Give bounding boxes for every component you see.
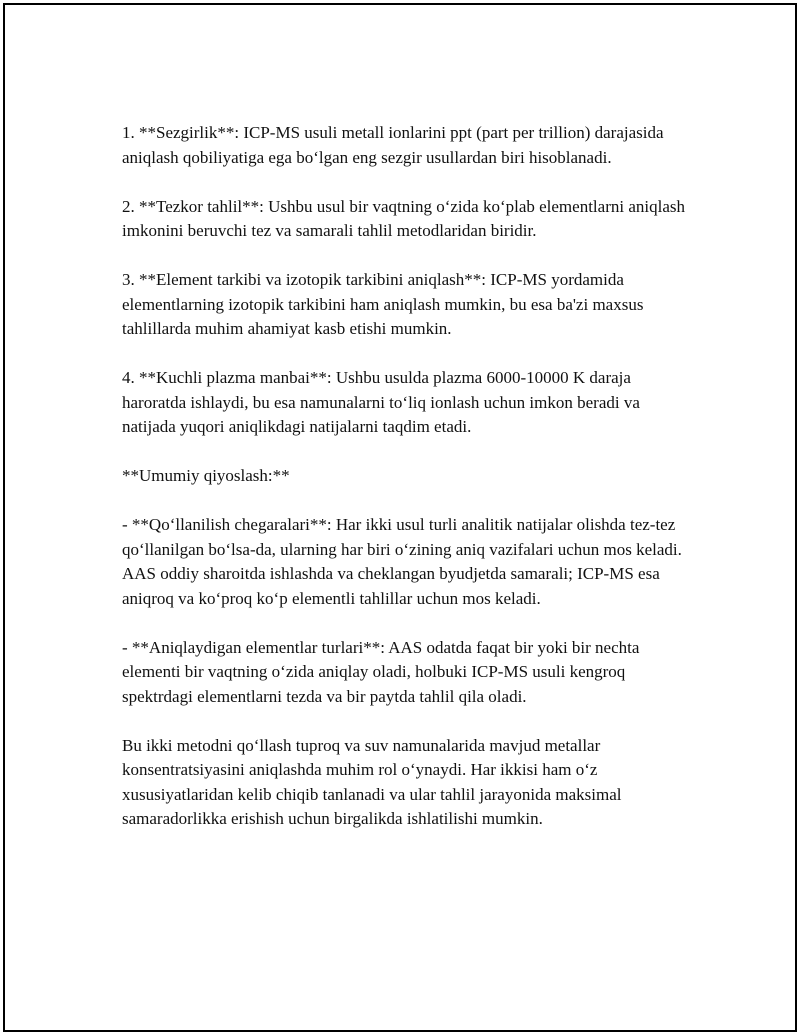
paragraph-isotopic-composition: 3. **Element tarkibi va izotopik tarkibini aniqlash**: ICP-MS yordamida elementlarning izotopik tarkibini ham aniqlash mumkin, bu esa ba'zi maxsus tahlillarda muhim ahamiyat kasb etishi mumkin.: [122, 270, 644, 338]
document-body: [122, 121, 697, 856]
paragraph-sensitivity: 1. **Sezgirlik**: ICP-MS usuli metall ionlarini ppt (part per trillion) darajasida aniqlash qobiliyatiga ega bo‘lgan eng sezgir usullardan biri hisoblanadi.: [122, 123, 664, 167]
paragraph-element-types: - **Aniqlaydigan elementlar turlari**: AAS odatda faqat bir yoki bir nechta elementi bir vaqtning o‘zida aniqlay oladi, holbuki ICP-MS usuli kengroq spektrdagi elementlarni tezda va bir paytda tahlil qila oladi.: [122, 637, 640, 706]
paragraph-fast-analysis: 2. **Tezkor tahlil**: Ushbu usul bir vaqtning o‘zida ko‘plab elementlarni aniqlash imkonini beruvchi tez va samarali tahlil metodlaridan biridir.: [122, 196, 685, 240]
paragraph-conclusion: Bu ikki metodni qo‘llash tuproq va suv namunalarida mavjud metallar konsentratsiyasini aniqlashda muhim rol o‘ynaydi. Har ikkisi ham o‘z xususiyatlaridan kelib chiqib tanlanadi va ular tahlil jarayonida maksimal samaradorlikka erishish uchun birgalikda ishlatilishi mumkin.: [122, 735, 622, 828]
paragraph-plasma-source: 4. **Kuchli plazma manbai**: Ushbu usulda plazma 6000-10000 K daraja haroratda ishlaydi, bu esa namunalarni to‘liq ionlash uchun imkon beradi va natijada yuqori aniqlikdagi natijalarni taqdim etadi.: [122, 368, 640, 436]
section-heading-comparison: **Umumiy qiyoslash:**: [122, 466, 290, 485]
paragraph-application-limits: - **Qo‘llanilish chegaralari**: Har ikki usul turli analitik natijalar olishda tez-tez qo‘llanilgan bo‘lsa-da, ularning har biri o‘zining aniq vazifalari uchun mos keladi. AAS oddiy sharoitda ishlashda va cheklangan byudjetda samarali; ICP-MS esa aniqroq va ko‘proq ko‘p elementli tahlillar uchun mos keladi.: [122, 515, 682, 608]
page-frame: [3, 3, 797, 1032]
